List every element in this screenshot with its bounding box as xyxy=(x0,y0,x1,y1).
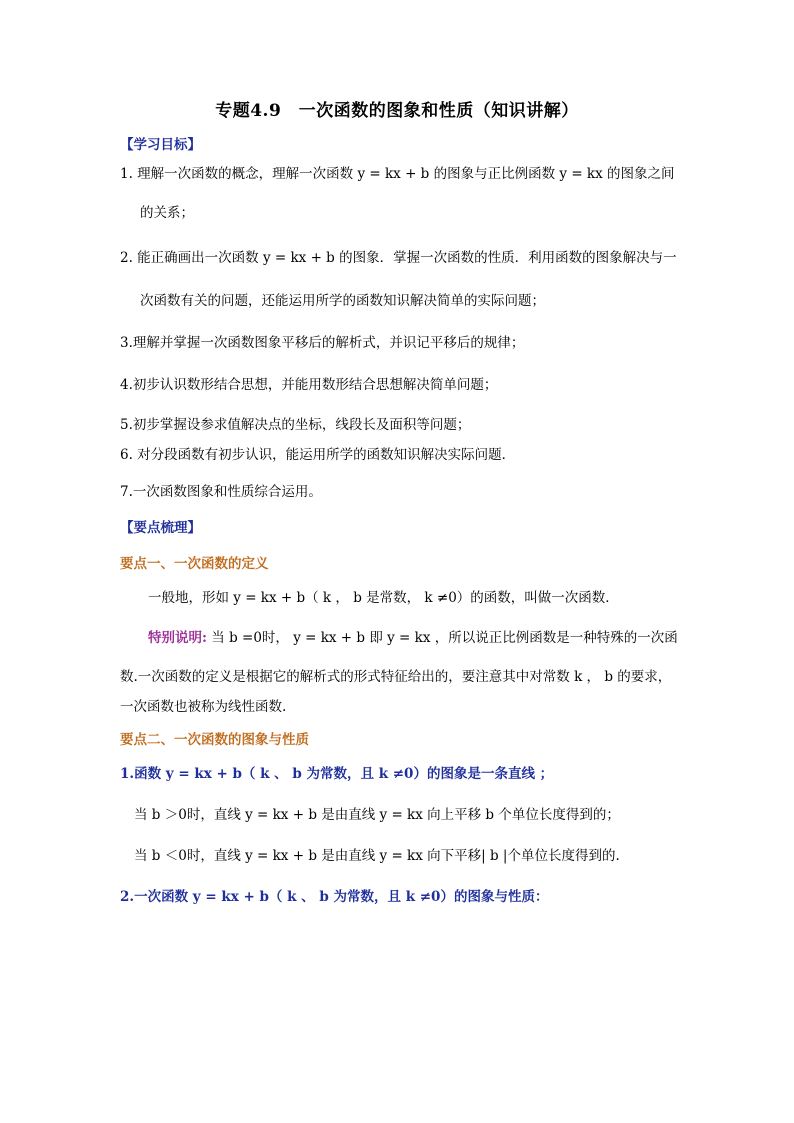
note-text-1: 当 b =0时， y = kx + b 即 y = kx ，所以说正比例函数是一种特殊的一次函 xyxy=(211,630,678,646)
goal-2-line-1: 2. 能正确画出一次函数 y = kx + b 的图象．掌握一次函数的性质．利用函数的图象解决与一 xyxy=(120,250,677,266)
note-label: 特别说明: xyxy=(148,630,207,646)
point-2-case-1: 当 b ＞0时，直线 y = kx + b 是由直线 y = kx 向上平移 b 个单位长度得到的； xyxy=(134,807,620,823)
point-1-header: 要点一、一次函数的定义 xyxy=(120,556,269,572)
goal-3: 3.理解并掌握一次函数图象平移后的解析式，并识记平移后的规律； xyxy=(120,335,525,351)
points-header: 【要点梳理】 xyxy=(120,520,201,536)
point-2-item-1: 1.函数 y = kx + b（ k 、 b 为常数，且 k ≠0）的图象是一条直线 ； xyxy=(120,766,554,782)
point-1-note-line-1 xyxy=(148,629,678,647)
point-1-definition: 一般地，形如 y = kx + b（ k ， b 是常数， k ≠0）的函数，叫做一次函数． xyxy=(148,590,619,606)
goal-4: 4.初步认识数形结合思想，并能用数形结合思想解决简单问题； xyxy=(120,377,498,393)
goal-1-line-1: 1. 理解一次函数的概念，理解一次函数 y = kx + b 的图象与正比例函数 y = kx 的图象之间 xyxy=(120,166,675,182)
point-2-case-2: 当 b ＜0时，直线 y = kx + b 是由直线 y = kx 向下平移| b |个单位长度得到的. xyxy=(134,848,620,864)
goals-header: 【学习目标】 xyxy=(120,137,201,153)
point-1-note-line-2: 数.一次函数的定义是根据它的解析式的形式特征给出的，要注意其中对常数 k ， b 的要求， xyxy=(120,669,672,685)
goal-7: 7.一次函数图象和性质综合运用。 xyxy=(120,484,322,500)
goal-5: 5.初步掌握设参求值解决点的坐标，线段长及面积等问题； xyxy=(120,417,471,433)
point-2-header: 要点二、一次函数的图象与性质 xyxy=(120,732,309,748)
point-1-note-line-3: 一次函数也被称为线性函数. xyxy=(120,699,287,715)
goal-2-line-2: 次函数有关的问题，还能运用所学的函数知识解决简单的实际问题； xyxy=(140,293,545,309)
goal-1-line-2: 的关系； xyxy=(140,205,194,221)
point-2-item-2: 2.一次函数 y = kx + b（ k 、 b 为常数，且 k ≠0）的图象与性质： xyxy=(120,889,549,905)
goal-6: 6. 对分段函数有初步认识，能运用所学的函数知识解决实际问题． xyxy=(120,447,516,463)
page-title: 专题4.9 一次函数的图象和性质（知识讲解） xyxy=(215,101,579,121)
